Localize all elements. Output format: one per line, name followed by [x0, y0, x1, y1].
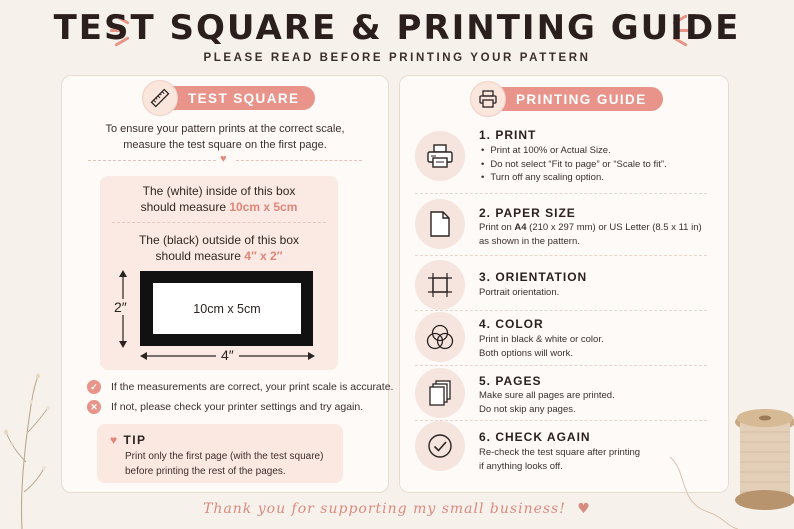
step-orientation-text: Portrait orientation. — [479, 287, 560, 298]
width-label: 4″ — [216, 347, 239, 363]
step-paper-size-title: 2. PAPER SIZE — [479, 206, 576, 220]
check-circle-icon — [415, 421, 465, 471]
page-title: TEST SQUARE & PRINTING GUIDE — [53, 8, 741, 48]
step-pages-text: Make sure all pages are printed. Do not skip any pages. — [479, 390, 615, 415]
test-square-header — [142, 80, 315, 116]
outside-measure-value: 4″ x 2″ — [244, 249, 283, 263]
divider — [88, 160, 216, 161]
outside-line1: The (black) outside of this box — [138, 233, 300, 247]
step-print-title: 1. PRINT — [479, 128, 537, 142]
inside-measure-value: 10cm x 5cm — [229, 200, 298, 214]
step-color-text: Print in black & white or color. Both options will work. — [479, 334, 604, 359]
pages-stack-icon — [415, 368, 465, 418]
printer-icon — [470, 81, 506, 117]
step-paper-size-text: Print on A4 (210 x 297 mm) or US Letter (8.5 x 11 in) as shown in the pattern. — [479, 222, 702, 247]
divider — [236, 160, 362, 161]
test-square-heading: TEST SQUARE — [170, 86, 315, 110]
document-icon — [415, 199, 465, 249]
step-print-text: • Print at 100% or Actual Size. • Do not select “Fit to page” or “Scale to fit”. • Turn off any scaling option. — [479, 144, 719, 185]
crop-frame-icon — [415, 260, 465, 310]
printer-icon — [415, 131, 465, 181]
tip-title: ♥ TIP — [110, 433, 147, 447]
check-icon: ✓ — [87, 380, 101, 394]
divider — [112, 222, 326, 223]
step-orientation-title: 3. ORIENTATION — [479, 270, 588, 284]
inside-line2: should measure 10cm x 5cm — [140, 200, 298, 214]
check-correct-row: ✓ If the measurements are correct, your print scale is accurate. — [87, 380, 393, 394]
divider — [415, 193, 707, 194]
heart-icon: ♥ — [110, 433, 119, 447]
heart-icon: ♥ — [577, 501, 591, 517]
divider — [415, 365, 707, 366]
inside-line1: The (white) inside of this box — [142, 184, 296, 198]
step-pages-title: 5. PAGES — [479, 374, 542, 388]
test-square-intro: To ensure your pattern prints at the correct scale, measure the test square on the first page. — [105, 123, 345, 151]
height-label: 2″ — [114, 299, 127, 315]
divider — [415, 255, 707, 256]
test-square-inner: 10cm x 5cm — [153, 283, 301, 334]
divider — [415, 310, 707, 311]
step-check-again-text: Re-check the test square after printing if anything looks off. — [479, 447, 641, 472]
tip-text: Print only the first page (with the test square) before printing the rest of the pages. — [125, 451, 324, 477]
divider — [415, 420, 707, 421]
check-incorrect-row: ✕ If not, please check your printer settings and try again. — [87, 400, 363, 414]
ruler-icon — [142, 80, 178, 116]
step-color-title: 4. COLOR — [479, 317, 544, 331]
step-check-again-title: 6. CHECK AGAIN — [479, 430, 591, 444]
page-subtitle: PLEASE READ BEFORE PRINTING YOUR PATTERN — [203, 52, 591, 64]
printing-guide-heading: PRINTING GUIDE — [498, 87, 663, 111]
color-circles-icon — [415, 312, 465, 362]
heart-icon: ♥ — [220, 153, 227, 165]
outside-line2: should measure 4″ x 2″ — [155, 249, 283, 263]
footer-thanks: Thank you for supporting my small business! ♥ — [203, 501, 591, 517]
x-icon: ✕ — [87, 400, 101, 414]
printing-guide-header — [470, 81, 663, 117]
